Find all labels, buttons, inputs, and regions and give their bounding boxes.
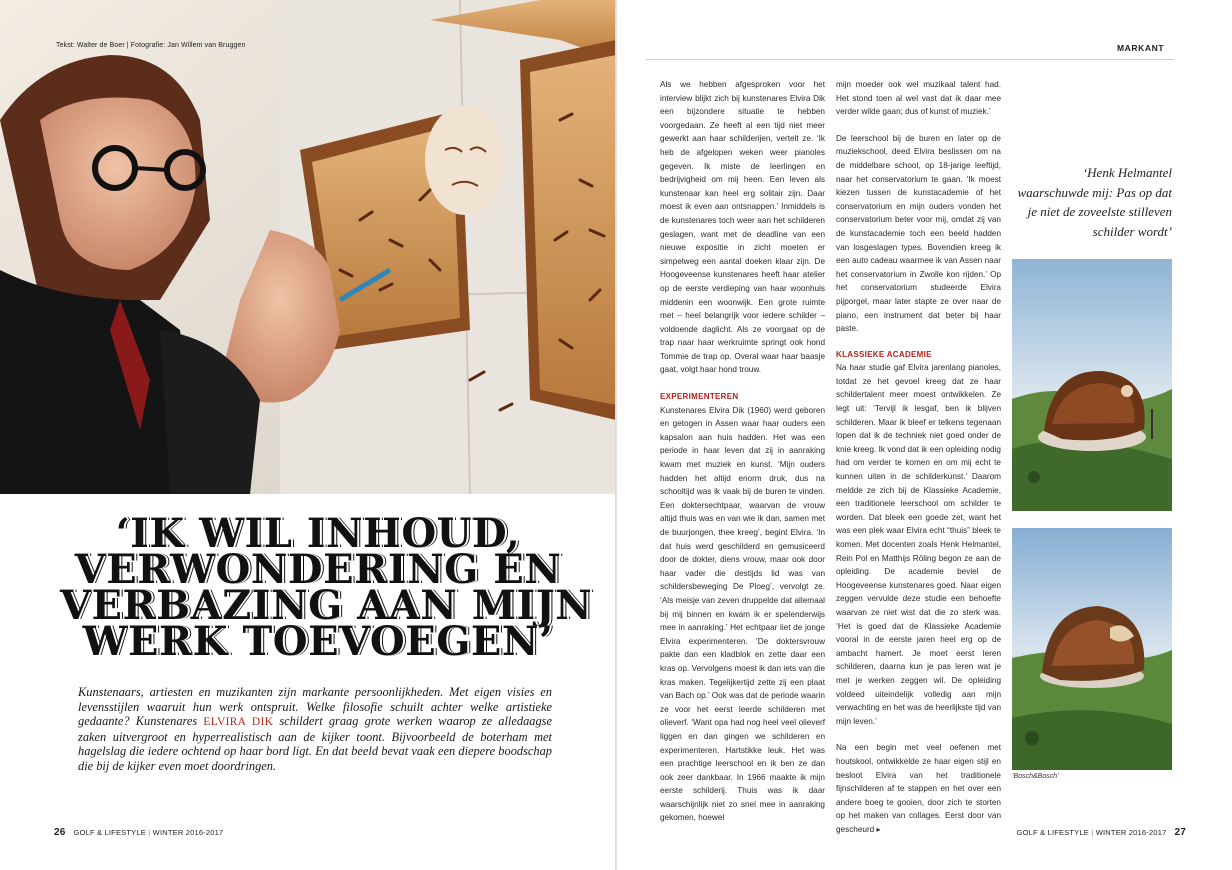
pull-quote: ‘Henk Helmantel waarschuwde mij: Pas op dat je niet de zoveelste stilleven schilder wordt’ (1017, 165, 1172, 239)
intro-paragraph (78, 685, 552, 773)
article-headline (60, 510, 593, 665)
footer-left: 26 GOLF & LIFESTYLE | WINTER 2016-2017 (54, 827, 224, 838)
intro-text-before: Kunstenaars, artiesten en muzikanten zijn markante persoonlijkheden. Met eigen visies en levensstijlen waaruit hun werk ontspruit. Welke filosofie schuilt achter welke artistieke gedaante? Kunstenares (78, 685, 552, 728)
photo-credit: Tekst: Walter de Boer | Fotografie: Jan Willem van Bruggen (56, 42, 246, 49)
page-number: 27 (1174, 827, 1186, 838)
page-gutter (615, 0, 617, 870)
page-number: 26 (54, 827, 66, 838)
painting-caption: ‘Bosch&Bosch’ (1012, 773, 1059, 780)
body-paragraph: mijn moeder ook wel muzikaal talent had. Het stond toen al wel vast dat ik daar mee verder wilde gaan; dus of kunst of muziek.’ (836, 80, 1001, 117)
headline-line: ‘IK WIL INHOUD, (115, 510, 521, 557)
subheading: KLASSIEKE ACADEMIE (836, 349, 932, 359)
footer-right: GOLF & LIFESTYLE | WINTER 2016-2017 27 (1016, 827, 1186, 838)
intro-artist-name: ELVIRA DIK (203, 716, 274, 728)
body-paragraph: Kunstenares Elvira Dik (1960) werd geboren en getogen in Assen waar haar ouders een kapsalon aan huis hadden. Het was een periode in haar leven dat zij in aanraking kwam met muziek en kunst. ‘Mijn ouders hadden het altijd enorm druk, dus na schooltijd was ik vaak bij de buren te vinden. Een doktersechtpaar, waarvan de vrouw altijd thuis was en van wie ik dan, samen met de buurjongen, thee kreeg’, begint Elvira. ‘In dat huis werd geschilderd en gemusiceerd door de dokter, diens vrouw, maar ook door haar vader die destijds lid was van schildersbeweging De Ploeg’, vervolgt ze. ‘Als meisje van zeven druppelde dat allemaal bij mij binnen en kwam ik er spelenderwijs mee in aanraking.’ Het echtpaar liet de jonge Elvira experimenteren. ‘De doktersvrouw pakte dan een kladblok en zette daar een kras op. Vervolgens moest ik dan iets van die kras maken. Tegelijkertijd zette zij een plaat van Bach op.’ Ook was dat de periode waarin ze voor het eerst leerde schilderen met olieverf. ‘Want opa had nog heel veel olieverf liggen en dan gingen we schilderen en experimenteren. Hartstikke leuk. Het was een prachtige leerschool en ik ben ze dan ook zeer dankbaar. In 1966 maakte ik mijn eerste schilderij. Thuis was ik daar waarschijnlijk niet zo snel mee in aanraking gekomen, hoewel (660, 405, 825, 823)
body-paragraph: Na haar studie gaf Elvira jarenlang pianoles, totdat ze het gevoel kreeg dat ze haar schildertalent meer moest ontwikkelen. Ze legt uit: ‘Tervijl ik lesgaf, ben ik blijven schilderen. Maar ik bleef er telkens tegenaan lopen dat ik de techniek niet goed onder de knie kreeg. Ik vond dat ik een opleiding nodig had om verder te komen en om mij echt te kunnen uiten in de schilderkunst.’ Daarom meldde ze zich bij de Klassieke Academie, een traditionele leerschool om schilder te worden. Dat bleek een goede zet, want het was een plek waar Elvira echt “thuis” bleek te komen. Met docenten zoals Henk Helmantel, Rein Pol en Matthijs Röling begon ze aan de opleiding. De academie beviel de Hoogeveense kunstenares goed. Naar eigen zeggen vervulde deze studie een behoefte waarvan ze niet wist dat die zo sterk was. ‘Het is goed dat de Klassieke Academie vooral in de eerste jaren heel erg op de ambacht hamert. Je moet eerst leren schilderen, daarna kun je pas leren wat je met je werken zeggen wil. De opleiding voldeed uiteindelijk volledig aan mijn verwachting en het was de heerlijkste tijd van mijn leven.’ (836, 363, 1001, 726)
painting-image-2 (1012, 528, 1172, 770)
headline-line: VERWONDERING EN (74, 546, 562, 593)
text-column-1 (660, 78, 825, 825)
body-paragraph: Als we hebben afgesproken voor het interview blijkt zich bij kunstenares Elvira Dik een bijzondere situatie te hebben voorgedaan. Ze heeft al een tijd niet meer gewerkt aan haar schilderijen, vertelt ze. ‘Ik heb de afgelopen weken weer pianoles gegeven. Ik miste de leerlingen en bedrijvigheid om mij heen. Een leven als kunstenaar kan heel erg solitair zijn. Daar moest ik even aan ontsnappen.’ Inmiddels is de kunstenares toch weer aan het schilderen geslagen, want met de deadline van een nieuwe expositie in zicht moeten er simpelweg een aantal doeken klaar zijn. De Hoogeveense kunstenares heeft haar atelier op de eerste verdieping van haar woonhuis middenin een woonwijk. Een grote ruimte met – heel belangrijk voor iedere schilder – voldoende daglicht. Als ze voorgaat op de trap naar haar werkruimte springt ook hond Tommie de trap op. Overal waar haar baasje gaat, volgt haar hond trouw. (660, 80, 825, 375)
artist-painting-photo (0, 0, 616, 494)
headline-line: WERK TOEVOEGEN’ (82, 618, 554, 665)
issue-label: WINTER 2016-2017 (152, 828, 224, 837)
magazine-name: GOLF & LIFESTYLE (73, 828, 146, 837)
section-tag: MARKANT (1117, 43, 1165, 53)
issue-label: WINTER 2016-2017 (1095, 828, 1167, 837)
painting-image-1 (1012, 259, 1172, 511)
intro-text-after: schildert graag grote werken waarop ze alledaagse zaken uitvergroot en hyperrealistisch aan de kijker toont. Bijvoorbeeld de boterham met hagelslag die iedere ochtend op haar bord ligt. En dat beeld bevat vaak een diepere boodschap die bij de kijker even moet doordringen. (78, 714, 552, 773)
body-paragraph: De leerschool bij de buren en later op de muziekschool, deed Elvira beslissen om na de middelbare school, op 18-jarige leeftijd, naar het conservatorium te gaan. ‘Ik moest kiezen tussen de kunstacademie of het conservatorium en mijn ouders vonden het conservatorium beter voor mij, omdat zij van de kunstacademie toch een beeld hadden van losgeslagen types. Bovendien kreeg ik een auto cadeau waarmee ik van Assen naar het conservatorium in Zwolle kon rijden.’ Op het conservatorium studeerde Elvira pijporgel, maar later stapte ze over naar de piano, een instrument dat beter bij haar paste. (836, 133, 1001, 334)
subheading: EXPERIMENTEREN (660, 392, 739, 402)
photo-illustration (0, 0, 616, 494)
magazine-name: GOLF & LIFESTYLE (1016, 828, 1089, 837)
body-paragraph: Na een begin met veel oefenen met houtskool, ontwikkelde ze haar eigen stijl en besloot Elvira van het traditionele fijnschilderen af te stappen en het over een andere boeg te gooien, door zich te storten op het maken van collages. Eerst door van gescheurd ▸ (836, 743, 1001, 834)
painted-face (425, 105, 505, 215)
header-rule (646, 59, 1174, 60)
text-column-2 (836, 78, 1001, 836)
headline-line: VERBAZING AAN MIJN (60, 582, 593, 629)
